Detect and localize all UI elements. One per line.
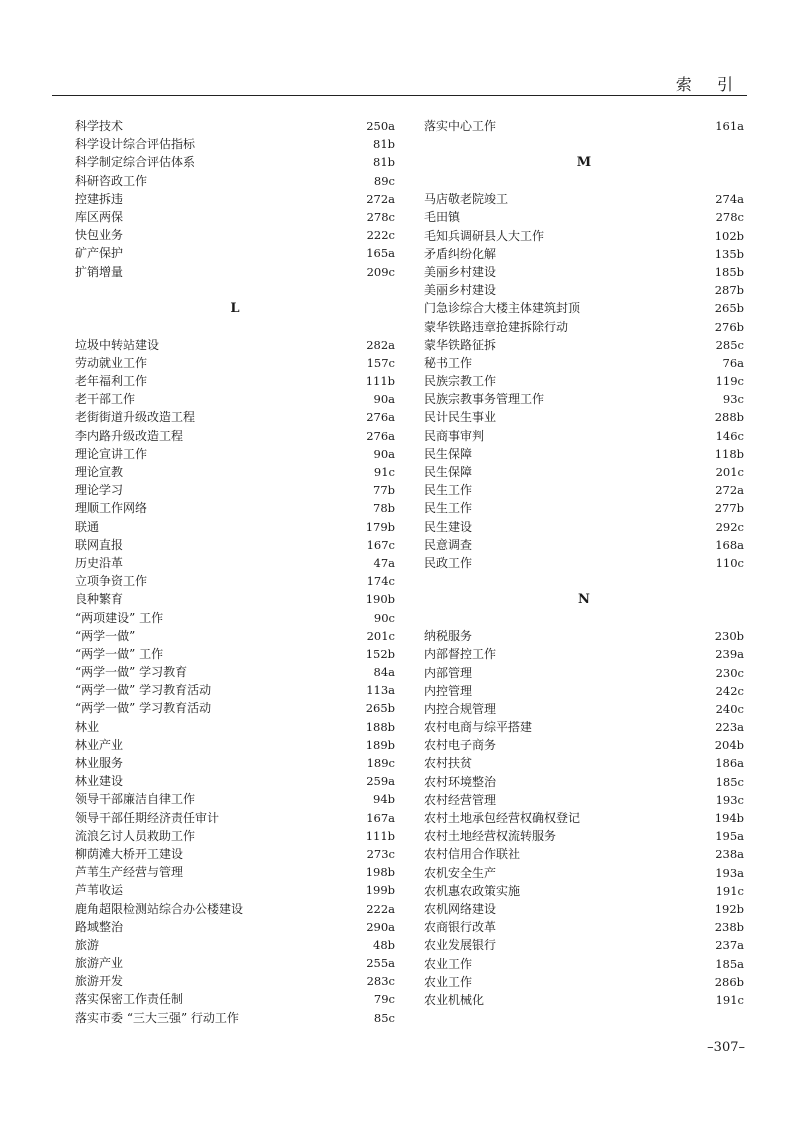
index-page-ref: 146c <box>715 428 744 443</box>
index-term: 门急诊综合大楼主体建筑封顶 <box>424 301 581 316</box>
index-term: 农业发展银行 <box>424 938 497 953</box>
index-page-ref: 230b <box>714 629 744 644</box>
index-entry <box>424 754 744 772</box>
index-entry <box>75 190 395 208</box>
index-term: “两学一做” 学习教育 <box>75 665 188 680</box>
index-entry <box>424 263 744 281</box>
index-entry <box>424 190 744 208</box>
index-term: 农村土地经营权流转服务 <box>424 829 557 844</box>
index-page-ref: 192b <box>714 901 744 916</box>
index-entry <box>75 481 395 499</box>
index-page-ref: 91c <box>373 465 395 479</box>
index-entry <box>75 699 395 717</box>
index-page-ref: 272a <box>366 191 395 206</box>
index-entry <box>424 700 744 718</box>
index-entry <box>75 117 395 135</box>
index-term: 农机网络建设 <box>424 901 497 916</box>
index-page-ref: 189b <box>365 737 395 752</box>
index-page-ref: 277b <box>714 501 744 516</box>
index-page-ref: 79c <box>373 992 395 1007</box>
index-entry <box>424 336 744 354</box>
index-page-ref: 282a <box>366 337 395 352</box>
index-entry <box>424 918 744 936</box>
index-term: “两学一做” 学习教育活动 <box>75 701 212 716</box>
index-page-ref: 189c <box>366 756 395 770</box>
index-page-ref: 168a <box>715 537 744 552</box>
index-term: 农村土地承包经营权确权登记 <box>424 811 581 825</box>
index-entry <box>75 536 395 554</box>
index-term: 毛田镇 <box>424 210 461 225</box>
index-page-ref: 111b <box>365 828 395 843</box>
index-page-ref: 274a <box>715 192 744 207</box>
index-page-ref: 161a <box>715 119 744 133</box>
index-page-ref: 191c <box>715 883 744 898</box>
index-page-ref: 93c <box>722 392 744 407</box>
index-entry <box>424 773 744 791</box>
index-entry <box>424 554 744 572</box>
index-term: 落实市委 “三大三强” 行动工作 <box>75 1010 239 1025</box>
index-term: 科研咨政工作 <box>75 173 148 188</box>
index-entry <box>424 973 744 991</box>
index-entry <box>424 481 744 499</box>
index-term: 理论学习 <box>75 483 124 498</box>
index-page-ref: 278c <box>366 209 395 224</box>
index-entry <box>75 244 395 262</box>
index-entry <box>75 354 395 372</box>
index-term: 林业服务 <box>75 756 124 770</box>
index-page-ref: 242c <box>715 683 744 698</box>
index-page-ref: 81b <box>373 137 395 152</box>
index-term: 鹿角超限检测站综合办公楼建设 <box>75 901 244 916</box>
index-entry <box>75 972 395 990</box>
index-entry <box>75 681 395 699</box>
index-page-ref: 90a <box>373 392 395 407</box>
index-entry <box>75 499 395 517</box>
index-page-ref: 201c <box>366 628 395 643</box>
index-term: 林业 <box>75 719 100 734</box>
index-page-ref: 81b <box>373 155 395 170</box>
index-page-ref: 188b <box>365 719 395 734</box>
index-entry <box>424 281 744 299</box>
index-page-ref: 204b <box>714 738 744 753</box>
index-entry <box>424 354 744 372</box>
index-term: 农业机械化 <box>424 992 485 1007</box>
index-entry <box>424 208 744 226</box>
index-page-ref: 190b <box>365 592 395 607</box>
index-page-ref: 239a <box>715 647 744 662</box>
index-page-ref: 48b <box>373 937 395 952</box>
index-entry <box>424 845 744 863</box>
index-page-ref: 222c <box>366 228 395 243</box>
index-entry <box>75 936 395 954</box>
index-term: 民生保障 <box>424 465 473 479</box>
index-term: 矛盾纠纷化解 <box>424 246 497 261</box>
index-entry <box>75 445 395 463</box>
index-term: 历史沿革 <box>75 555 124 570</box>
index-entry <box>75 881 395 899</box>
index-page-ref: 238b <box>714 920 744 935</box>
index-page-ref: 259a <box>366 774 395 789</box>
index-entry <box>75 790 395 808</box>
index-entry <box>75 336 395 354</box>
index-term: 蒙华铁路征拆 <box>424 337 497 352</box>
index-entry <box>424 245 744 263</box>
index-term: 农村扶贫 <box>424 756 473 771</box>
index-entry <box>75 827 395 845</box>
index-term: 芦苇生产经营与管理 <box>75 865 184 880</box>
index-term: 内控合规管理 <box>424 701 497 716</box>
index-term: 内部督控工作 <box>424 647 497 662</box>
index-entry <box>75 590 395 608</box>
index-page-ref: 78b <box>373 501 395 516</box>
index-entry <box>424 900 744 918</box>
index-term: 领导干部廉洁自律工作 <box>75 792 196 807</box>
index-page-ref: 118b <box>714 446 744 461</box>
index-entry <box>75 718 395 736</box>
index-entry <box>424 536 744 554</box>
index-term: 纳税服务 <box>424 629 473 644</box>
index-term: 旅游开发 <box>75 974 124 989</box>
index-term: 内控管理 <box>424 683 473 698</box>
index-entry <box>75 990 395 1008</box>
index-term: 立项争资工作 <box>75 574 148 589</box>
index-page-ref: 85c <box>373 1010 395 1025</box>
index-page-ref: 94b <box>373 792 395 807</box>
index-term: 民生工作 <box>424 483 473 498</box>
index-page-ref: 198b <box>365 865 395 880</box>
index-page-ref: 250a <box>366 119 395 133</box>
index-entry <box>424 827 744 845</box>
index-entry <box>75 172 395 190</box>
index-entry <box>75 554 395 572</box>
index-page-ref: 223a <box>715 720 744 735</box>
index-page-ref: 90c <box>373 610 395 625</box>
index-entry <box>75 153 395 171</box>
index-term: 劳动就业工作 <box>75 355 148 370</box>
index-term: 扩销增量 <box>75 264 124 279</box>
index-page-ref: 272a <box>715 483 744 498</box>
index-column-right <box>424 117 744 1009</box>
index-term: 库区两保 <box>75 209 124 224</box>
index-page-ref: 179b <box>365 519 395 534</box>
index-term: 理论宣讲工作 <box>75 446 148 461</box>
index-entry <box>424 991 744 1009</box>
index-entry <box>424 445 744 463</box>
index-entry <box>424 664 744 682</box>
index-term: 柳荫滩大桥开工建设 <box>75 846 184 861</box>
index-entry <box>75 609 395 627</box>
index-term: 垃圾中转站建设 <box>75 337 160 352</box>
index-page-ref: 201c <box>715 465 744 479</box>
index-page-ref: 193c <box>715 792 744 807</box>
index-term: 旅游 <box>75 937 100 952</box>
index-page-ref: 199b <box>365 883 395 898</box>
index-entry <box>424 682 744 700</box>
index-page-ref: 287b <box>714 283 744 298</box>
index-page-ref: 76a <box>722 355 744 370</box>
index-entry <box>75 572 395 590</box>
index-page-ref: 119c <box>715 374 744 389</box>
index-term: “两学一做” <box>75 628 136 643</box>
index-page-ref: 286b <box>714 974 744 989</box>
index-entry <box>424 518 744 536</box>
index-entry <box>75 754 395 772</box>
index-entry <box>75 208 395 226</box>
index-entry <box>75 463 395 481</box>
index-entry <box>75 736 395 754</box>
index-term: “两项建设” 工作 <box>75 610 164 625</box>
index-page-ref: 167a <box>366 810 395 825</box>
index-page-ref: 111b <box>365 374 395 389</box>
index-entry <box>75 809 395 827</box>
index-entry <box>75 772 395 790</box>
index-page-ref: 276b <box>714 319 744 334</box>
index-term: 农村经营管理 <box>424 792 497 807</box>
index-term: 科学设计综合评估指标 <box>75 137 196 152</box>
index-entry <box>75 954 395 972</box>
index-entry <box>75 627 395 645</box>
index-term: 农村电子商务 <box>424 738 497 753</box>
index-term: 农村信用合作联社 <box>424 847 521 862</box>
index-entry <box>424 427 744 445</box>
index-term: 联通 <box>75 519 100 534</box>
index-entry <box>424 463 744 481</box>
index-entry <box>424 809 744 827</box>
index-entry <box>424 627 744 645</box>
index-page-ref: 165a <box>366 246 395 261</box>
index-page-ref: 135b <box>714 246 744 261</box>
index-entry <box>424 645 744 663</box>
index-term: 民生保障 <box>424 446 473 461</box>
index-term: “两学一做” 工作 <box>75 646 164 661</box>
index-term: 流浪乞讨人员救助工作 <box>75 828 196 843</box>
index-page-ref: 194b <box>714 811 744 825</box>
index-term: 农机安全生产 <box>424 865 497 880</box>
index-entry <box>424 936 744 954</box>
index-term: 民商事审判 <box>424 428 485 443</box>
index-entry <box>424 718 744 736</box>
page-number: –307– <box>707 1040 745 1055</box>
index-term: 林业产业 <box>75 737 124 752</box>
index-page-ref: 47a <box>373 555 395 570</box>
index-term: 蒙华铁路违章抢建拆除行动 <box>424 319 569 334</box>
index-page-ref: 110c <box>715 555 744 570</box>
index-page-ref: 240c <box>715 701 744 716</box>
index-entry <box>424 882 744 900</box>
index-page-ref: 195a <box>715 829 744 844</box>
index-column-left <box>75 117 395 1027</box>
index-entry <box>424 372 744 390</box>
index-page-ref: 283c <box>366 974 395 989</box>
index-entry <box>75 263 395 281</box>
index-term: 内部管理 <box>424 665 473 680</box>
index-entry <box>424 864 744 882</box>
index-term: 老街街道升级改造工程 <box>75 410 196 425</box>
index-page-ref: 276a <box>366 428 395 443</box>
index-term: 理顺工作网络 <box>75 501 148 516</box>
index-term: 矿产保护 <box>75 246 124 261</box>
index-term: 李内路升级改造工程 <box>75 428 184 443</box>
index-term: 落实中心工作 <box>424 119 497 133</box>
index-entry <box>424 318 744 336</box>
index-page-ref: 265b <box>714 301 744 316</box>
index-term: 民生建设 <box>424 519 473 534</box>
header-title: 索 引 <box>675 75 743 94</box>
index-entry <box>75 427 395 445</box>
index-term: 农业工作 <box>424 956 473 971</box>
index-entry <box>424 736 744 754</box>
index-page-ref: 278c <box>715 210 744 225</box>
section-letter: L <box>230 300 240 316</box>
index-page-ref: 77b <box>373 483 395 498</box>
index-entry <box>75 135 395 153</box>
index-page-ref: 238a <box>715 847 744 862</box>
index-entry <box>75 390 395 408</box>
index-page-ref: 157c <box>366 355 395 370</box>
index-entry <box>75 663 395 681</box>
index-page-ref: 285c <box>715 337 744 352</box>
index-page-ref: 90a <box>373 446 395 461</box>
index-term: 民族宗教工作 <box>424 374 497 389</box>
index-term: 老干部工作 <box>75 392 136 407</box>
index-page-ref: 290a <box>366 919 395 934</box>
index-page-ref: 191c <box>715 992 744 1007</box>
index-term: 马店敬老院竣工 <box>424 192 509 207</box>
index-entry <box>75 863 395 881</box>
index-entry <box>75 518 395 536</box>
index-page-ref: 84a <box>373 665 395 680</box>
index-term: 路域整治 <box>75 919 124 934</box>
index-term: 民意调查 <box>424 537 473 552</box>
index-entry <box>75 845 395 863</box>
index-page-ref: 193a <box>715 865 744 880</box>
index-page-ref: 230c <box>715 665 744 680</box>
index-term: 科学制定综合评估体系 <box>75 155 196 170</box>
index-term: “两学一做” 学习教育活动 <box>75 683 212 698</box>
index-term: 毛知兵调研县人大工作 <box>424 228 545 243</box>
index-entry <box>424 408 744 426</box>
index-entry <box>75 408 395 426</box>
index-page-ref: 102b <box>714 228 744 243</box>
index-term: 农业工作 <box>424 974 473 989</box>
section-letter: M <box>576 155 592 171</box>
index-term: 农商银行改革 <box>424 920 497 935</box>
index-page-ref: 292c <box>715 519 744 534</box>
index-term: 落实保密工作责任制 <box>75 992 184 1007</box>
index-term: 芦苇收运 <box>75 883 124 898</box>
index-term: 美丽乡村建设 <box>424 283 497 298</box>
index-page-ref: 174c <box>366 574 395 589</box>
index-term: 老年福利工作 <box>75 374 148 389</box>
index-page-ref: 276a <box>366 410 395 425</box>
index-term: 农村电商与综平搭建 <box>424 720 533 735</box>
index-term: 林业建设 <box>75 774 124 789</box>
index-term: 科学技术 <box>75 119 124 133</box>
index-term: 理论宣教 <box>75 465 124 479</box>
index-term: 民计民生事业 <box>424 410 497 425</box>
index-page-ref: 89c <box>373 173 395 188</box>
index-term: 民族宗教事务管理工作 <box>424 392 545 407</box>
index-page-ref: 186a <box>715 756 744 771</box>
index-page-ref: 209c <box>366 264 395 279</box>
index-page-ref: 167c <box>366 537 395 552</box>
index-term: 美丽乡村建设 <box>424 264 497 279</box>
index-entry <box>75 372 395 390</box>
index-term: 民政工作 <box>424 555 473 570</box>
index-term: 农机惠农政策实施 <box>424 883 521 898</box>
index-term: 旅游产业 <box>75 956 124 971</box>
index-entry <box>75 900 395 918</box>
index-entry <box>75 1009 395 1027</box>
index-page-ref: 222a <box>366 901 395 916</box>
section-letter: N <box>578 592 590 608</box>
index-page-ref: 113a <box>366 683 395 698</box>
index-page-ref: 273c <box>366 846 395 861</box>
index-term: 快包业务 <box>75 228 124 243</box>
index-term: 控建拆违 <box>75 191 124 206</box>
header-rule <box>52 95 747 96</box>
index-entry <box>424 390 744 408</box>
index-page-ref: 185b <box>714 264 744 279</box>
index-page-ref: 185c <box>715 774 744 789</box>
index-entry <box>424 117 744 135</box>
index-entry <box>75 645 395 663</box>
index-term: 联网直报 <box>75 537 124 552</box>
index-entry <box>75 226 395 244</box>
index-entry <box>424 791 744 809</box>
index-page-ref: 185a <box>715 956 744 971</box>
index-page-ref: 288b <box>714 410 744 425</box>
index-page-ref: 265b <box>365 701 395 716</box>
index-entry <box>424 499 744 517</box>
index-page-ref: 237a <box>715 938 744 953</box>
index-entry <box>424 955 744 973</box>
index-entry <box>424 227 744 245</box>
index-term: 秘书工作 <box>424 355 473 370</box>
index-term: 民生工作 <box>424 501 473 516</box>
index-entry <box>75 918 395 936</box>
index-page-ref: 255a <box>366 956 395 971</box>
index-page-ref: 152b <box>365 646 395 661</box>
index-term: 农村环境整治 <box>424 774 497 789</box>
index-term: 领导干部任期经济责任审计 <box>75 810 220 825</box>
index-term: 良种繁育 <box>75 592 124 607</box>
index-entry <box>424 299 744 317</box>
